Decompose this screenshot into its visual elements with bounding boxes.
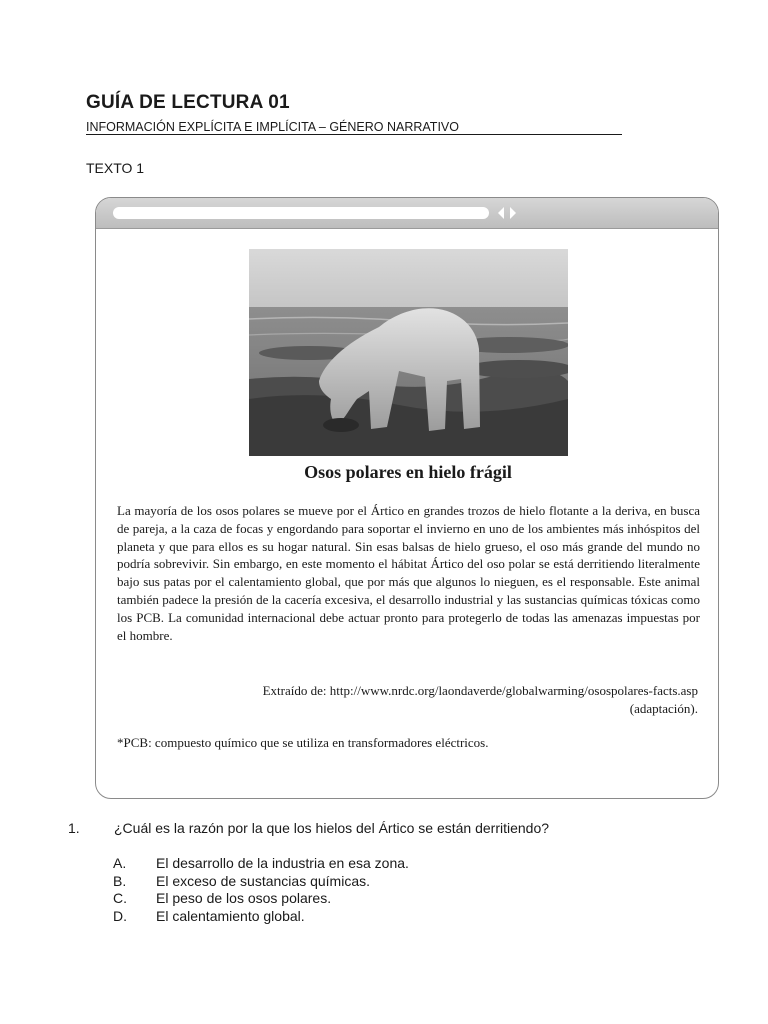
text-label: TEXTO 1 bbox=[86, 160, 145, 176]
source-url: Extraído de: http://www.nrdc.org/laondaverde/globalwarming/osospolares-facts.asp bbox=[262, 683, 698, 698]
footnote: *PCB: compuesto químico que se utiliza en transformadores eléctricos. bbox=[117, 735, 489, 750]
option-text: El desarrollo de la industria en esa zona. bbox=[156, 855, 409, 871]
arrow-right-icon[interactable] bbox=[508, 205, 518, 221]
option-text: El exceso de sustancias químicas. bbox=[156, 872, 370, 889]
option-text: El peso de los osos polares. bbox=[156, 890, 332, 906]
reader-toolbar bbox=[96, 198, 718, 229]
article-body: La mayoría de los osos polares se mueve por el Ártico en grandes trozos de hielo flotante a la deriva, en busca de pareja, a la caza de focas y engordando para soportar el invierno en uno de los ambientes más inhóspitos del planeta y que para ellos es su hogar natural. Sin esas balsas de hielo grueso, el oso más grande del mundo no podría sobrevivir. Sin embargo, en este momento el hábitat Ártico del oso polar se está derritiendo literalmente bajo sus patas por el calentamiento global, que por más que algunos lo nieguen, es el responsable. Este animal también padece la presión de la cacería excesiva, el desarrollo industrial y las sustancias químicas tóxicas como los PCB. La comunidad internacional debe actuar pronto para protegerlo de todas las amenazas impuestas por el hombre. bbox=[117, 503, 700, 643]
option-letter: D. bbox=[113, 907, 127, 924]
polar-bear-photo bbox=[249, 249, 568, 456]
article-title: Osos polares en hielo frágil bbox=[304, 462, 512, 482]
option-letter: A. bbox=[113, 855, 127, 871]
arrow-left-icon[interactable] bbox=[496, 205, 506, 221]
question-number: 1. bbox=[68, 820, 80, 836]
guide-title: GUÍA DE LECTURA 01 bbox=[86, 92, 290, 113]
source-citation bbox=[138, 682, 698, 718]
progress-track bbox=[113, 207, 489, 219]
reading-frame bbox=[95, 197, 719, 799]
option-letter: B. bbox=[113, 872, 127, 889]
reader-nav bbox=[496, 205, 518, 221]
guide-subtitle: INFORMACIÓN EXPLÍCITA E IMPLÍCITA – GÉNERO NARRATIVO bbox=[86, 121, 622, 135]
option-letter: C. bbox=[113, 890, 127, 906]
option-text: El calentamiento global. bbox=[156, 907, 305, 924]
question-text: ¿Cuál es la razón por la que los hielos del Ártico se están derritiendo? bbox=[114, 820, 550, 836]
source-note: (adaptación). bbox=[629, 701, 698, 716]
